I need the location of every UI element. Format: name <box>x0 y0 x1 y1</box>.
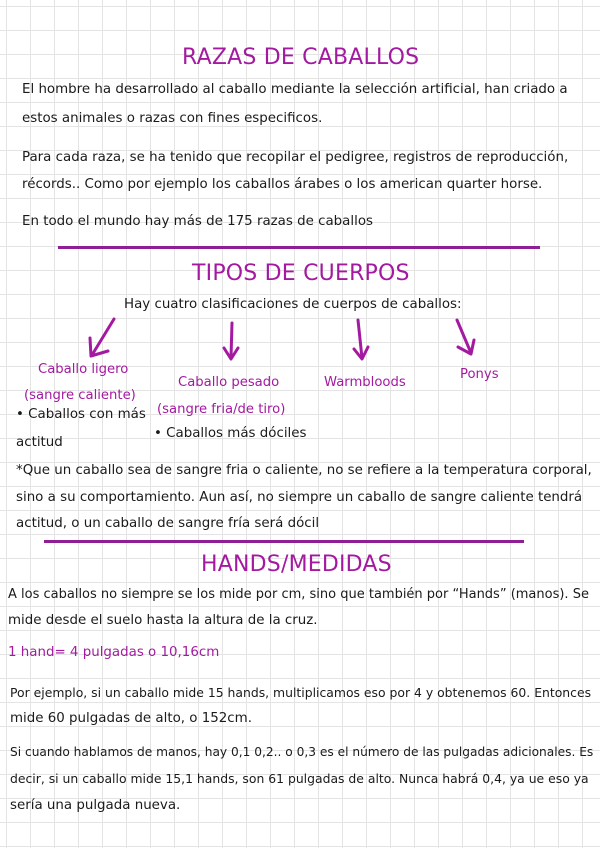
hand-formula: 1 hand= 4 pulgadas o 10,16cm <box>8 645 220 660</box>
category-caballo-pesado-sub: (sangre fria/de tiro) <box>157 402 286 417</box>
note-line-2: sino a su comportamiento. Aun así, no siempre un caballo de sangre caliente tendrá <box>16 490 583 505</box>
arrow-down-left-icon <box>90 319 114 356</box>
category-caballo-pesado-bullet: • Caballos más dóciles <box>154 426 307 441</box>
decimal-explanation-line-2: decir, si un caballo mide 15,1 hands, son 61 pulgadas de alto. Nunca habrá 0,4, ya ue eso ya <box>10 771 589 786</box>
note-line-3: actitud, o un caballo de sangre fría será dócil <box>16 516 320 531</box>
hands-paragraph-line-2: mide desde el suelo hasta la altura de la cruz. <box>8 613 318 628</box>
classification-intro: Hay cuatro clasificaciones de cuerpos de caballos: <box>124 297 462 312</box>
paragraph-intro-line-1: El hombre ha desarrollado al caballo mediante la selección artificial, han criado a <box>22 82 568 97</box>
paragraph-pedigree-line-1: Para cada raza, se ha tenido que recopilar el pedigree, registros de reproducción, <box>22 150 569 165</box>
section-divider-2 <box>44 540 524 543</box>
category-ponys: Ponys <box>460 367 499 382</box>
hands-paragraph-line-1: A los caballos no siempre se los mide por cm, sino que también por “Hands” (manos). Se <box>8 587 589 602</box>
decimal-explanation-line-3: sería una pulgada nueva. <box>10 798 181 813</box>
paragraph-pedigree-line-2: récords.. Como por ejemplo los caballos árabes o los american quarter horse. <box>22 177 543 192</box>
paragraph-intro-line-2: estos animales o razas con fines especificos. <box>22 111 323 126</box>
category-caballo-pesado: Caballo pesado <box>178 375 280 390</box>
section-title-hands: HANDS/MEDIDAS <box>201 552 392 577</box>
arrow-down-icon <box>224 323 238 359</box>
category-warmbloods: Warmbloods <box>324 375 406 390</box>
category-caballo-ligero-bullet: • Caballos con más <box>16 407 146 422</box>
category-caballo-ligero: Caballo ligero <box>38 362 129 377</box>
example-line-1: Por ejemplo, si un caballo mide 15 hands, multiplicamos eso por 4 y obtenemos 60. Entonces <box>10 685 592 700</box>
section-title-razas: RAZAS DE CABALLOS <box>182 45 420 70</box>
category-caballo-ligero-sub: (sangre caliente) <box>24 388 136 403</box>
arrow-down-right-icon <box>457 320 474 354</box>
paragraph-breed-count: En todo el mundo hay más de 175 razas de caballos <box>22 214 374 229</box>
category-caballo-ligero-bullet-cont: actitud <box>16 435 63 450</box>
note-line-1: *Que un caballo sea de sangre fria o caliente, no se refiere a la temperatura corporal, <box>16 463 592 478</box>
example-line-2: mide 60 pulgadas de alto, o 152cm. <box>10 711 252 726</box>
arrow-down-icon <box>354 320 368 359</box>
decimal-explanation-line-1: Si cuando hablamos de manos, hay 0,1 0,2.. o 0,3 es el número de las pulgadas adicionales. Es <box>10 745 594 759</box>
section-title-tipos: TIPOS DE CUERPOS <box>192 261 410 286</box>
